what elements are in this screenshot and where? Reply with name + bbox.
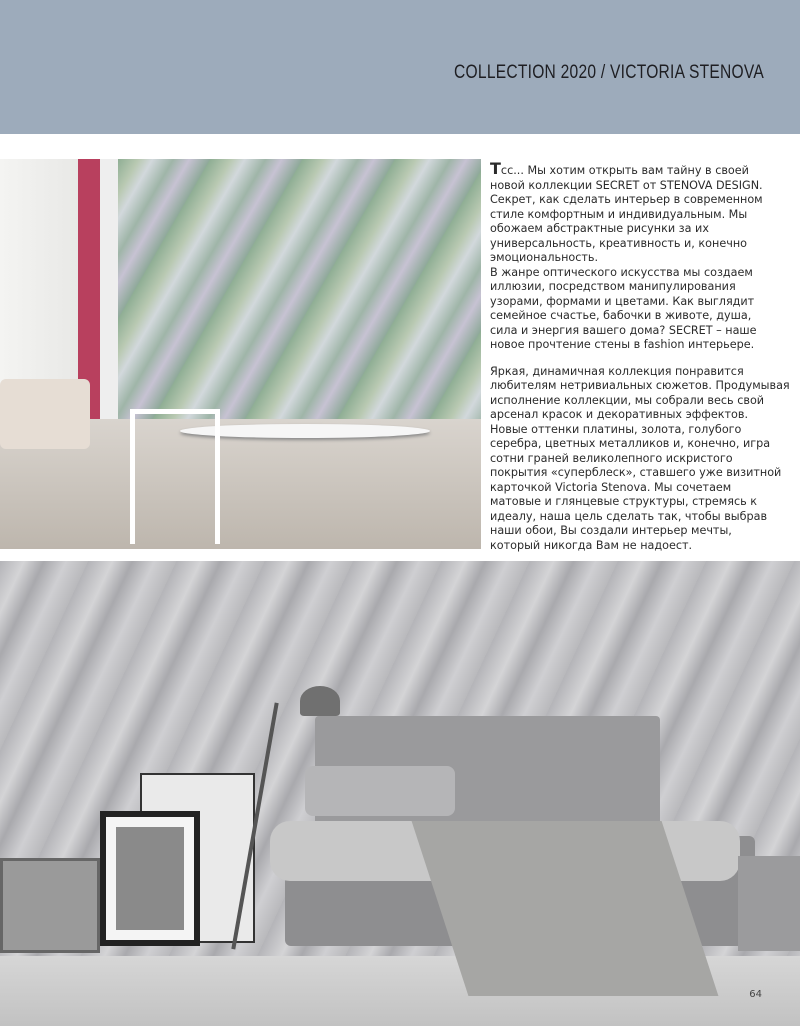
pillow: [305, 766, 455, 816]
shelf: [0, 858, 100, 953]
text-line: матовые и глянцевые структуры, стремясь к: [490, 495, 757, 508]
chair: [130, 409, 220, 544]
text-line: узорами, формами и цветами. Как выглядит: [490, 294, 755, 308]
dining-room-photo: [0, 159, 481, 549]
text-line: семейное счастье, бабочки в животе, душа,: [490, 309, 752, 322]
text-line: исполнение коллекции, мы собрали весь свой: [490, 393, 765, 407]
green-wallpaper: [118, 159, 481, 419]
text-line: серебра, цветных металликов и, конечно, игра: [490, 437, 771, 450]
text-line: иллюзии, посредством манипулирования: [490, 280, 736, 293]
text-line: обожаем абстрактные рисунки за их: [490, 222, 709, 235]
text-line: наши обои, Вы создали интерьер мечты,: [490, 524, 732, 537]
lamp-shade: [300, 686, 340, 716]
text-line: Новые оттенки платины, золота, голубого: [490, 422, 742, 436]
text-line-rest: сс... Мы хотим открыть вам тайну в своей: [500, 164, 749, 177]
page-number: 64: [749, 989, 762, 1000]
text-line: новой коллекции SECRET от STENOVA DESIGN.: [490, 178, 763, 192]
text-line: [490, 159, 795, 179]
picture-frame: [100, 811, 200, 946]
sofa: [0, 379, 90, 449]
article-text: [490, 159, 795, 553]
nightstand: [738, 856, 800, 951]
text-line: сотни граней великолепного искристого: [490, 451, 733, 465]
text-line: В жанре оптического искусства мы создаем: [490, 265, 753, 279]
header-banner: [0, 0, 800, 134]
text-line: арсенал красок и декоративных эффектов.: [490, 408, 749, 421]
paragraph-1: [490, 159, 795, 353]
text-line: стиле комфортным и индивидуальным. Мы: [490, 207, 748, 221]
text-line: сила и энергия вашего дома? SECRET – наше: [490, 323, 757, 337]
text-line: любителям нетривиальных сюжетов. Продумывая: [490, 379, 790, 392]
drop-cap: Т: [490, 159, 501, 178]
text-line: Яркая, динамичная коллекция понравится: [490, 364, 744, 378]
text-line: идеалу, наша цель сделать так, чтобы выбрав: [490, 509, 768, 523]
text-line: новое прочтение стены в fashion интерьере.: [490, 338, 755, 351]
text-line: Секрет, как сделать интерьер в современном: [490, 193, 763, 206]
page-title: COLLECTION 2020 / VICTORIA STENOVA: [454, 62, 764, 83]
text-line: универсальность, креативность и, конечно: [490, 236, 747, 250]
text-line: карточкой Victoria Stenova. Мы сочетаем: [490, 480, 732, 494]
bedroom-photo: [0, 561, 800, 1026]
text-line: покрытия «суперблеск», ставшего уже визитной: [490, 466, 782, 479]
paragraph-2: [490, 365, 795, 554]
text-line: который никогда Вам не надоест.: [490, 538, 693, 552]
text-line: эмоциональность.: [490, 251, 599, 264]
